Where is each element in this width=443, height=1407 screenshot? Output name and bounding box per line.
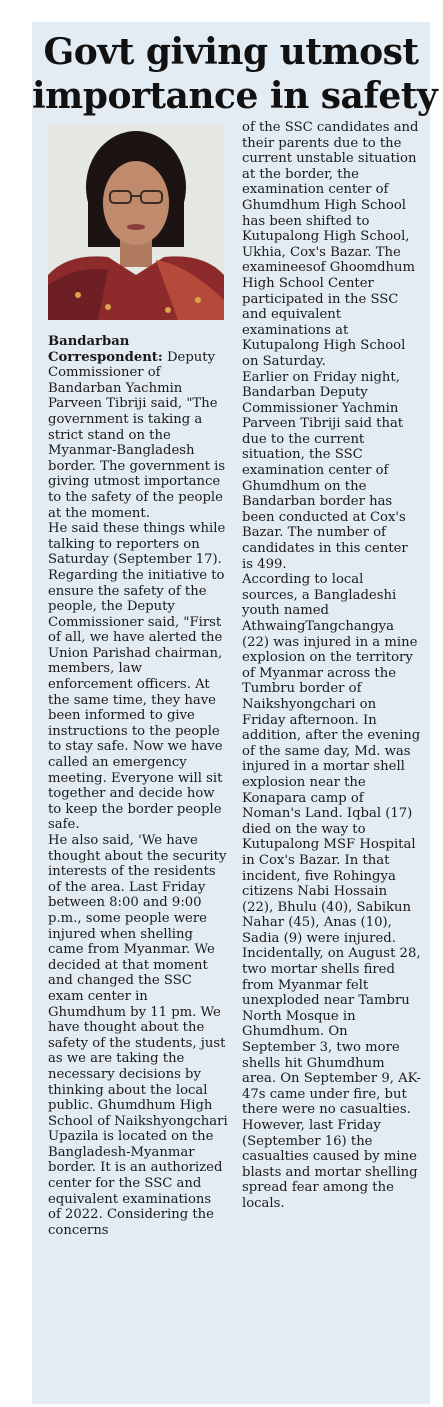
portrait-photo bbox=[48, 125, 224, 320]
paragraph-text: Deputy Commissioner of Bandarban Yachmin Parveen Tibriji said, "The government is taking a strict stand on the Myanmar-Bangladesh border. The government is giving utmost importance to the safety of the people at the moment. bbox=[48, 349, 226, 521]
article-column-1 bbox=[48, 334, 228, 1238]
paragraph: He said these things while talking to reporters on Saturday (September 17). Regarding the initiative to ensure the safety of the people, the Deputy Commissioner said, "First of all, we have alerted the Union Parishad chairman, members, law enforcement officers. At the same time, they have been informed to give instructions to the people to stay safe. Now we have called an emergency meeting. Everyone will sit together and decide how to keep the border people safe. bbox=[48, 521, 226, 833]
paragraph: According to local sources, a Bangladeshi youth named AthwaingTangchangya (22) was injured in a mine explosion on the territory of Myanmar across the Tumbru border of Naikshyongchari on Friday afternoon. In addition, after the evening of the same day, Md. was injured in a mortar shell explosion near the Konapara camp of Noman's Land. Iqbal (17) died on the way to Kutupalong MSF Hospital in Cox's Bazar. In that incident, five Rohingya citizens Nabi Hossain (22), Bhulu (40), Sabikun Nahar (45), Anas (10), Sadia (9) were injured. bbox=[242, 572, 421, 946]
paragraph: Earlier on Friday night, Bandarban Deputy Commissioner Yachmin Parveen Tibriji said that due to the current situation, the SSC examination center of Ghumdhum on the Bandarban border has been conducted at Cox's Bazar. The number of candidates in this center is 499. bbox=[242, 369, 408, 572]
paragraph: Incidentally, on August 28, two mortar shells fired from Myanmar felt unexploded near Tambru North Mosque in Ghumdhum. On September 3, two more shells hit Ghumdhum area. On September 9, AK-47s came under fire, but there were no casualties. However, last Friday (September 16) the casualties caused by mine blasts and mortar shelling spread fear among the locals. bbox=[242, 946, 421, 1211]
article-column-2 bbox=[242, 120, 422, 1212]
headline-line-1: Govt giving utmost bbox=[43, 31, 419, 73]
paragraph: He also said, 'We have thought about the security interests of the residents of the area. Last Friday between 8:00 and 9:00 p.m., some people were injured when shelling came from Myanmar. We decided at that moment and changed the SSC exam center in Ghumdhum by 11 pm. We have thought about the safety of the students, just as we are taking the necessary decisions by thinking about the local public. Ghumdhum High School of Naikshyongchari Upazila is located on the Bangladesh-Myanmar border. It is an authorized center for the SSC and equivalent examinations of 2022. Considering the concerns bbox=[48, 833, 228, 1238]
headline-line-2: importance in safety bbox=[32, 75, 438, 117]
byline: Bandarban Correspondent: bbox=[48, 334, 163, 365]
article-headline bbox=[32, 30, 438, 118]
portrait-illustration bbox=[48, 125, 224, 320]
paragraph bbox=[48, 334, 228, 521]
paragraph: of the SSC candidates and their parents due to the current unstable situation at the border, the examination center of Ghumdhum High School has been shifted to Kutupalong High School, Ukhia, Cox's Bazar. The examineesof Ghoomdhum High School Center participated in the SSC and equivalent examinations at Kutupalong High School on Saturday. bbox=[242, 120, 419, 369]
